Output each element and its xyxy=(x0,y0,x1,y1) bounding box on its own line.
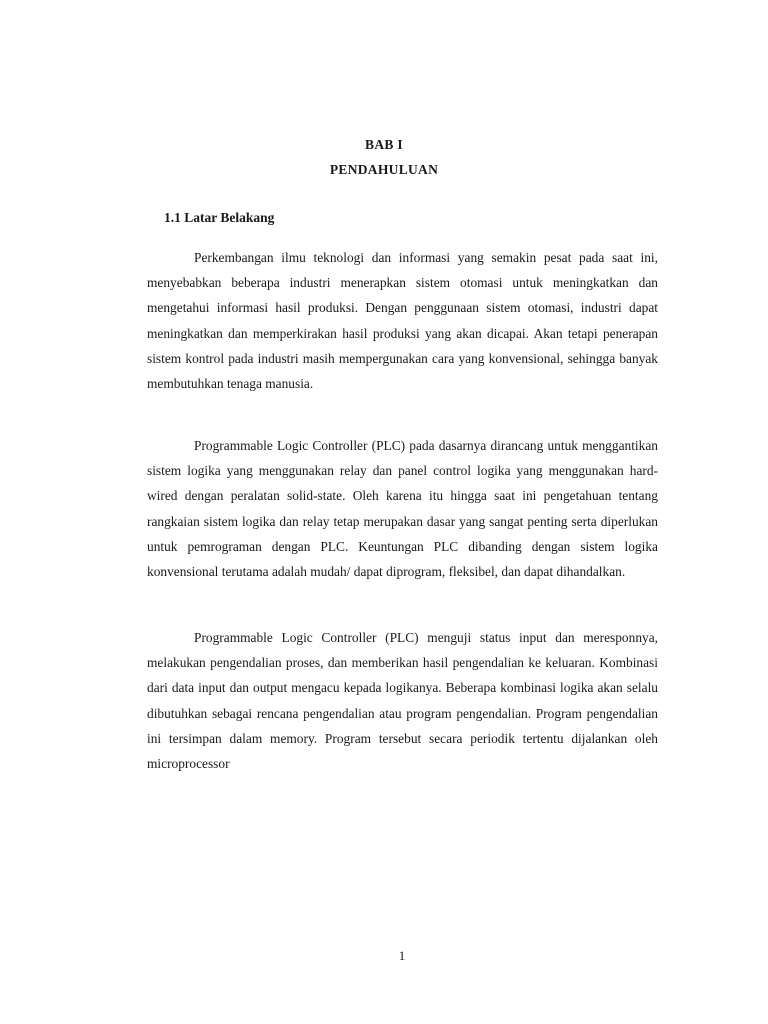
page-number: 1 xyxy=(398,948,406,963)
section-heading: 1.1 Latar Belakang xyxy=(164,210,275,225)
chapter-title: PENDAHULUAN xyxy=(329,162,439,177)
paragraph-3: Programmable Logic Controller (PLC) menguji status input dan meresponnya, melakukan pengendalian proses, dan memberikan hasil pengendalian ke keluaran. Kombinasi dari data input dan output mengacu kepada logikanya. Beberapa kombinasi logika akan selalu dibutuhkan sebagai rencana pengendalian atau program pengendalian. Program pengendalian ini tersimpan dalam memory. Program tersebut secara periodik tertentu dijalankan oleh microprocessor xyxy=(147,630,658,772)
chapter-number: BAB I xyxy=(365,137,403,152)
paragraph-2: Programmable Logic Controller (PLC) pada dasarnya dirancang untuk menggantikan sistem logika yang menggunakan relay dan panel control logika yang menggunakan hard-wired dengan peralatan solid-state. Oleh karena itu hingga saat ini pengetahuan tentang rangkaian sistem logika dan relay tetap merupakan dasar yang sangat penting serta diperlukan untuk pemrograman dengan PLC. Keuntungan PLC dibanding dengan sistem logika konvensional terutama adalah mudah/ dapat diprogram, fleksibel, dan dapat dihandalkan. xyxy=(147,438,658,580)
paragraph-1: Perkembangan ilmu teknologi dan informasi yang semakin pesat pada saat ini, menyebabkan beberapa industri menerapkan sistem otomasi untuk meningkatkan dan mengetahui informasi hasil produksi. Dengan penggunaan sistem otomasi, industri dapat meningkatkan dan memperkirakan hasil produksi yang akan dicapai. Akan tetapi penerapan sistem kontrol pada industri masih mempergunakan cara yang konvensional, sehingga banyak membutuhkan tenaga manusia. xyxy=(147,250,658,392)
